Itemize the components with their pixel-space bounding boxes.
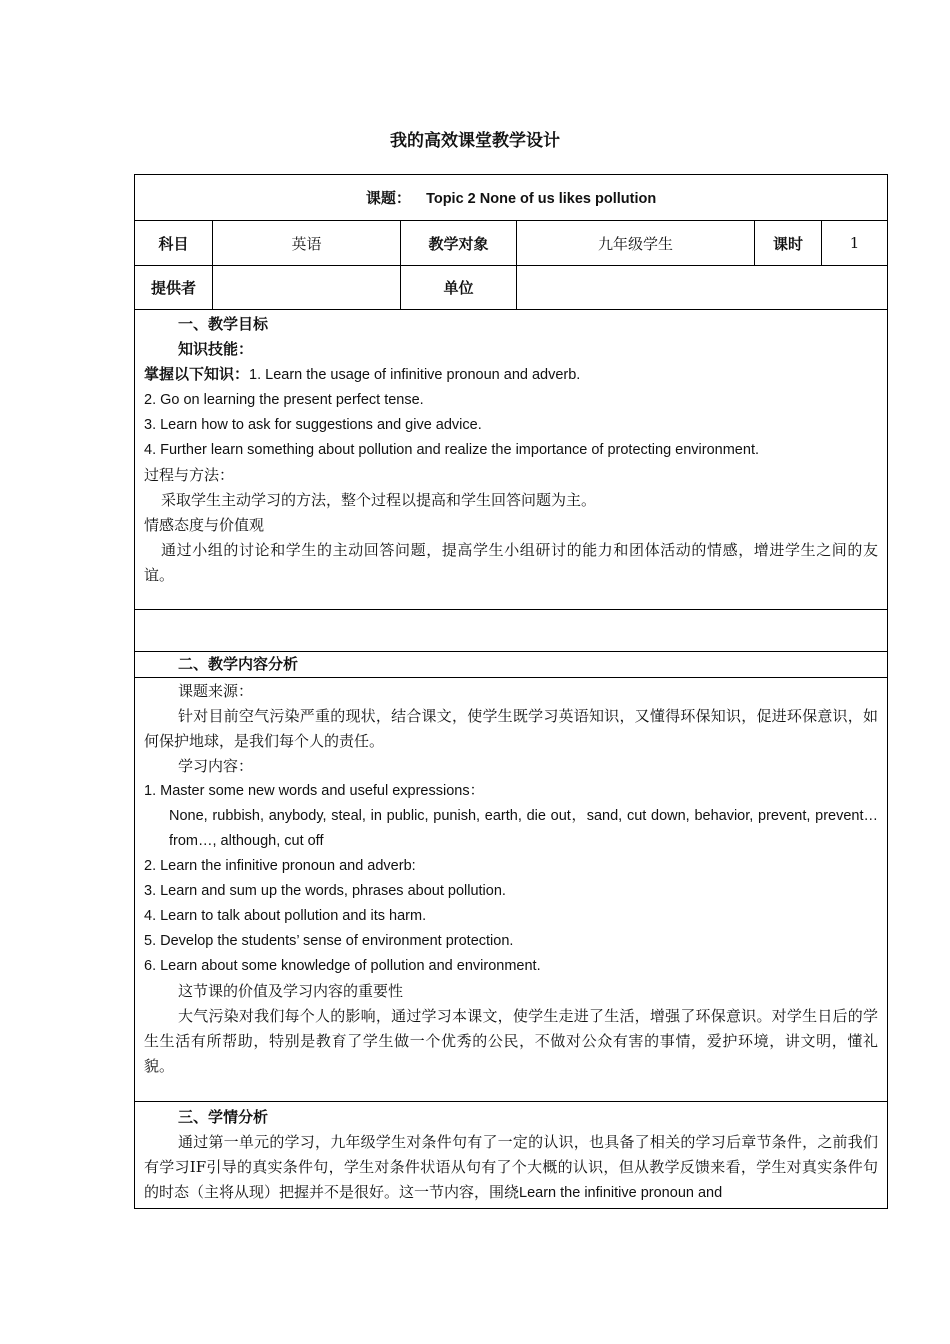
subject-value: 英语	[213, 221, 401, 266]
subject-label: 科目	[135, 221, 213, 266]
topic-label: 课题：	[365, 189, 411, 207]
provider-label: 提供者	[135, 266, 213, 310]
section1-cell	[135, 310, 888, 610]
section3-heading: 三、学情分析	[178, 1108, 269, 1126]
source-label: 课题来源：	[178, 682, 254, 700]
subject-row	[135, 221, 888, 266]
section3-row	[135, 1102, 888, 1209]
blank-cell	[135, 610, 888, 652]
content-item: 1. Master some new words and useful expressions：	[144, 783, 485, 799]
section1-heading: 一、教学目标	[178, 315, 269, 333]
blank-row	[135, 610, 888, 652]
topic-row	[135, 175, 888, 221]
audience-label: 教学对象	[401, 221, 517, 266]
provider-value	[213, 266, 401, 310]
process-label: 过程与方法：	[144, 466, 235, 484]
value-label: 这节课的价值及学习内容的重要性	[178, 982, 404, 1000]
hours-value: 1	[822, 221, 888, 266]
provider-row	[135, 266, 888, 310]
value-text: 大气污染对我们每个人的影响，通过学习本课文，使学生走进了生活，增强了环保意识。对学生日后的学生生活有所帮助，特别是教育了学生做一个优秀的公民，不做对公众有害的事情，爱护环境，讲文明，懂礼貌。	[144, 1007, 879, 1075]
goal-item: 2. Go on learning the present perfect tense.	[144, 392, 424, 408]
unit-value	[517, 266, 888, 310]
content-label: 学习内容：	[178, 757, 254, 775]
knowledge-skills-label: 知识技能：	[178, 340, 254, 358]
unit-label: 单位	[401, 266, 517, 310]
attitude-text: 通过小组的讨论和学生的主动回答问题，提高学生小组研讨的能力和团体活动的情感，增进学生之间的友谊。	[144, 541, 879, 584]
goal-item: 4. Further learn something about pollution and realize the importance of protecting environment.	[144, 442, 759, 458]
content-item: 6. Learn about some knowledge of pollution and environment.	[144, 958, 541, 974]
content-item: 2. Learn the infinitive pronoun and adverb:	[144, 858, 416, 874]
topic-cell	[135, 175, 888, 221]
section3-cell	[135, 1102, 888, 1209]
section2-heading-row	[135, 652, 888, 678]
goal-item: 1. Learn the usage of infinitive pronoun and adverb.	[249, 367, 581, 383]
attitude-label: 情感态度与价值观	[144, 516, 265, 534]
audience-value: 九年级学生	[517, 221, 755, 266]
topic-value: Topic 2 None of us likes pollution	[426, 191, 657, 207]
section2-cell	[135, 678, 888, 1102]
section2-heading: 二、教学内容分析	[178, 655, 299, 673]
section1-row	[135, 310, 888, 610]
content-item: 3. Learn and sum up the words, phrases about pollution.	[144, 883, 506, 899]
section3-text: 通过第一单元的学习，九年级学生对条件句有了一定的认识，也具备了相关的学习后章节条件，之前我们有学习IF引导的真实条件句，学生对条件状语从句有了个大概的认识，但从教学反馈来看，学生对真实条件句的时态（主将从现）把握并不是很好。这一节内容，围绕	[144, 1133, 879, 1201]
goal-item: 3. Learn how to ask for suggestions and give advice.	[144, 417, 482, 433]
process-text: 采取学生主动学习的方法，整个过程以提高和学生回答问题为主。	[161, 491, 597, 509]
lesson-plan-table	[134, 174, 888, 1209]
section2-row	[135, 678, 888, 1102]
hours-label: 课时	[755, 221, 822, 266]
content-item: 5. Develop the students’ sense of environment protection.	[144, 933, 514, 949]
content-item: 4. Learn to talk about pollution and its harm.	[144, 908, 427, 924]
document-title: 我的高效课堂教学设计	[390, 131, 560, 151]
source-text: 针对目前空气污染严重的现状，结合课文，使学生既学习英语知识，又懂得环保知识，促进环保意识，如何保护地球，是我们每个人的责任。	[144, 707, 879, 750]
vocabulary-list: None, rubbish, anybody, steal, in public, punish, earth, die out，sand, cut down, behavior, prevent, prevent…from…, although, cut off	[169, 808, 879, 849]
section2-heading-cell	[135, 652, 888, 678]
section3-text-en: Learn the infinitive pronoun and	[519, 1185, 723, 1201]
master-label: 掌握以下知识：	[144, 365, 250, 383]
